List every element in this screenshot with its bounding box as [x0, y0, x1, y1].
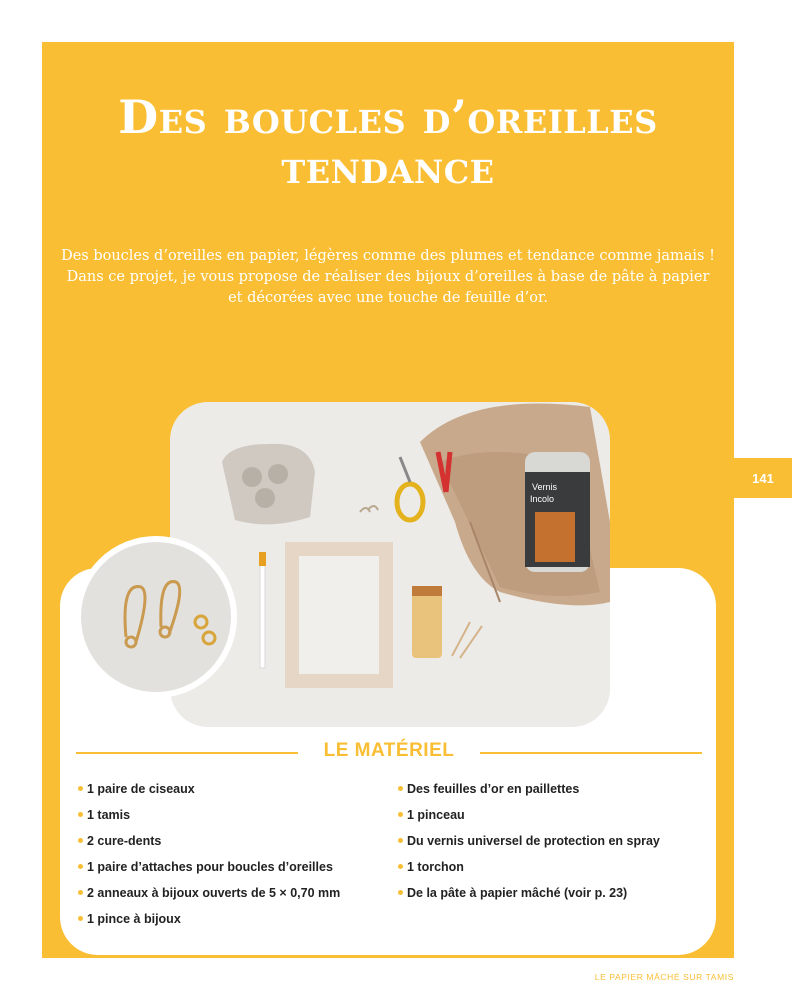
list-item: 1 pinceau — [398, 806, 708, 832]
spray-label-2: Incolo — [530, 494, 555, 504]
running-footer: LE PAPIER MÂCHÉ SUR TAMIS — [594, 972, 734, 982]
intro-text: Des boucles d’oreilles en papier, légères comme des plumes et tendance comme jamais ! Dans ce projet, je vous propose de réaliser des bijoux d’oreilles à base de pâte à papier et décorées avec une touche de feuille d’or. — [61, 248, 715, 306]
list-item: 1 paire de ciseaux — [78, 780, 378, 806]
page-number-tab: 141 — [734, 458, 792, 498]
page-title — [42, 92, 734, 192]
materials-list-right — [398, 780, 708, 910]
materials-heading-label: LE MATÉRIEL — [323, 740, 455, 761]
list-item: 1 tamis — [78, 806, 378, 832]
list-item: 1 pince à bijoux — [78, 910, 378, 936]
list-item: 2 anneaux à bijoux ouverts de 5 × 0,70 mm — [78, 884, 378, 910]
materials-heading — [76, 740, 702, 766]
spray-label-1: Vernis — [532, 482, 558, 492]
heading-rule-left — [76, 752, 298, 754]
title-line-1: Des boucles d’oreilles — [118, 90, 658, 144]
list-item: 1 paire d’attaches pour boucles d’oreilles — [78, 858, 378, 884]
heading-rule-right — [480, 752, 702, 754]
list-item: De la pâte à papier mâché (voir p. 23) — [398, 884, 708, 910]
materials-list-left — [78, 780, 378, 936]
list-item: 2 cure-dents — [78, 832, 378, 858]
earring-closeup-photo — [75, 536, 237, 698]
list-item: 1 torchon — [398, 858, 708, 884]
list-item: Des feuilles d’or en paillettes — [398, 780, 708, 806]
list-item: Du vernis universel de protection en spray — [398, 832, 708, 858]
materials-photo — [170, 402, 610, 727]
title-line-2: tendance — [281, 140, 495, 194]
